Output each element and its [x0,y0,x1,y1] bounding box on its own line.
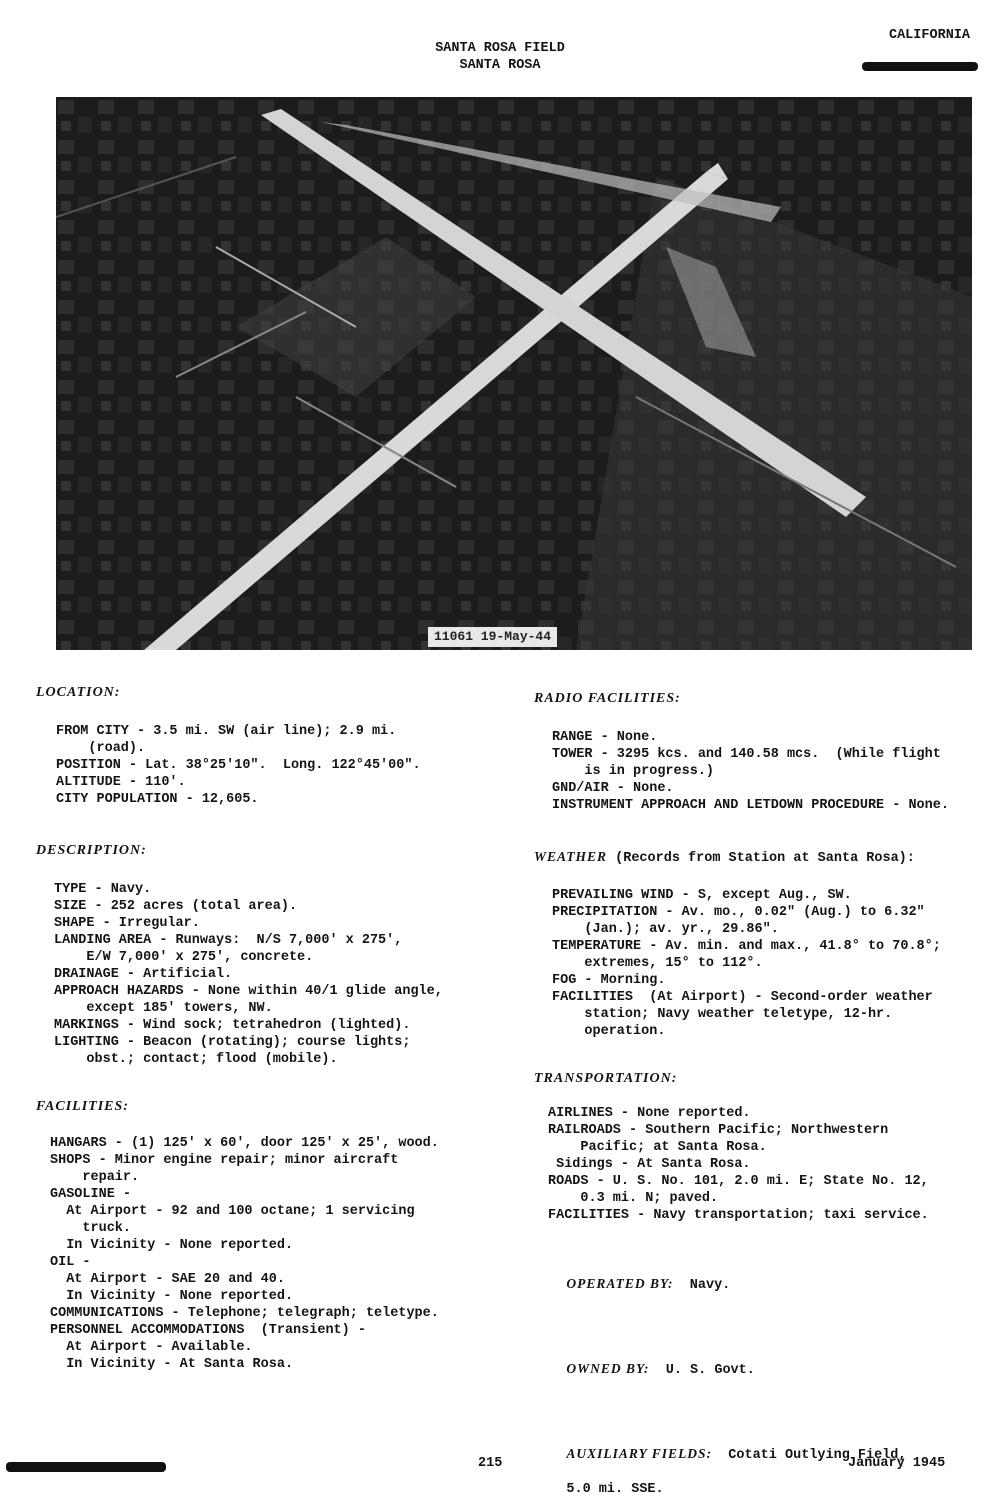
location-body [56,723,476,808]
transportation-line: AIRLINES - None reported. [548,1106,751,1121]
transportation-line: 0.3 mi. N; paved. [548,1191,719,1206]
location-heading: LOCATION: [36,685,121,700]
operated-by-value: Navy. [673,1278,731,1293]
facilities-line: At Airport - SAE 20 and 40. [50,1272,285,1287]
description-heading: DESCRIPTION: [36,843,147,858]
weather-line: PREVAILING WIND - S, except Aug., SW. [552,888,852,903]
facilities-line: GASOLINE - [50,1187,132,1202]
weather-line: FOG - Morning. [552,973,666,988]
transportation-line: Pacific; at Santa Rosa. [548,1140,767,1155]
description-line: SHAPE - Irregular. [54,916,200,931]
auxiliary-fields-value: Cotati Outlying Field, [712,1448,907,1463]
radio-line: is in progress.) [552,764,715,779]
facilities-line: repair. [50,1170,140,1185]
page-number: 215 [478,1456,503,1471]
transportation-line: RAILROADS - Southern Pacific; Northwestern [548,1123,889,1138]
weather-heading-row [534,848,984,867]
city-name: SANTA ROSA [459,58,541,73]
redaction-mark-bottom [6,1462,166,1472]
facilities-line: In Vicinity - None reported. [50,1289,294,1304]
facilities-line: truck. [50,1221,132,1236]
weather-body [552,887,984,1040]
location-line: (road). [56,741,146,756]
facilities-line: SHOPS - Minor engine repair; minor aircraft [50,1153,399,1168]
owned-by-value: U. S. Govt. [649,1363,755,1378]
weather-line: operation. [552,1024,666,1039]
right-column [534,690,984,1498]
photo-caption: 11061 19-May-44 [428,627,557,647]
location-line: FROM CITY - 3.5 mi. SW (air line); 2.9 mi. [56,724,397,739]
facilities-line: COMMUNICATIONS - Telephone; telegraph; teletype. [50,1306,439,1321]
description-line: TYPE - Navy. [54,882,152,897]
transportation-body [548,1105,984,1224]
state-label: CALIFORNIA [888,28,970,43]
facilities-line: At Airport - Available. [50,1340,253,1355]
aerial-photo-image [56,97,972,650]
operated-by-row [534,1258,984,1311]
weather-line: PRECIPITATION - Av. mo., 0.02" (Aug.) to 6.32" [552,905,925,920]
description-body [54,881,476,1068]
weather-heading-suffix: (Records from Station at Santa Rosa): [607,851,915,866]
description-line: SIZE - 252 acres (total area). [54,899,298,914]
auxiliary-fields-heading: AUXILIARY FIELDS: [566,1446,713,1461]
facilities-line: In Vicinity - At Santa Rosa. [50,1357,294,1372]
transportation-line: ROADS - U. S. No. 101, 2.0 mi. E; State No. 12, [548,1174,929,1189]
facilities-line: OIL - [50,1255,91,1270]
weather-line: TEMPERATURE - Av. min. and max., 41.8° to 70.8°; [552,939,941,954]
page-date: January 1945 [848,1456,946,1471]
location-line: CITY POPULATION - 12,605. [56,792,259,807]
description-line: LIGHTING - Beacon (rotating); course lights; [54,1035,411,1050]
redaction-mark-top [862,62,978,71]
weather-line: (Jan.); av. yr., 29.86". [552,922,779,937]
facilities-line: At Airport - 92 and 100 octane; 1 servicing [50,1204,415,1219]
description-line: MARKINGS - Wind sock; tetrahedron (lighted). [54,1018,411,1033]
description-line: APPROACH HAZARDS - None within 40/1 glide angle, [54,984,443,999]
owned-by-row [534,1343,984,1396]
description-line: E/W 7,000' x 275', concrete. [54,950,314,965]
radio-heading: RADIO FACILITIES: [534,691,681,706]
radio-line: RANGE - None. [552,730,658,745]
weather-line: FACILITIES (At Airport) - Second-order weather [552,990,933,1005]
facilities-line: HANGARS - (1) 125' x 60', door 125' x 25', wood. [50,1136,439,1151]
field-name: SANTA ROSA FIELD [435,41,565,56]
transportation-line: Sidings - At Santa Rosa. [548,1157,751,1172]
weather-heading: WEATHER [534,849,608,864]
facilities-line: PERSONNEL ACCOMMODATIONS (Transient) - [50,1323,366,1338]
description-line: obst.; contact; flood (mobile). [54,1052,338,1067]
radio-body [552,729,984,814]
facilities-line: In Vicinity - None reported. [50,1238,294,1253]
facilities-heading: FACILITIES: [36,1099,129,1114]
facilities-body [50,1135,476,1373]
operated-by-heading: OPERATED BY: [566,1276,674,1291]
radio-line: INSTRUMENT APPROACH AND LETDOWN PROCEDURE - None. [552,798,949,813]
aerial-photo [56,97,972,650]
auxiliary-fields-value-line2: 5.0 mi. SSE. [534,1482,664,1497]
description-line: except 185' towers, NW. [54,1001,273,1016]
location-line: POSITION - Lat. 38°25'10". Long. 122°45'00". [56,758,421,773]
transportation-line: FACILITIES - Navy transportation; taxi service. [548,1208,929,1223]
page-title-block [300,40,700,74]
description-line: DRAINAGE - Artificial. [54,967,233,982]
radio-line: TOWER - 3295 kcs. and 140.58 mcs. (While flight [552,747,941,762]
owned-by-heading: OWNED BY: [566,1361,650,1376]
radio-line: GND/AIR - None. [552,781,674,796]
weather-line: station; Navy weather teletype, 12-hr. [552,1007,893,1022]
transportation-heading: TRANSPORTATION: [534,1071,678,1086]
left-column [36,684,476,1373]
weather-line: extremes, 15° to 112°. [552,956,763,971]
description-line: LANDING AREA - Runways: N/S 7,000' x 275', [54,933,403,948]
location-line: ALTITUDE - 110'. [56,775,186,790]
